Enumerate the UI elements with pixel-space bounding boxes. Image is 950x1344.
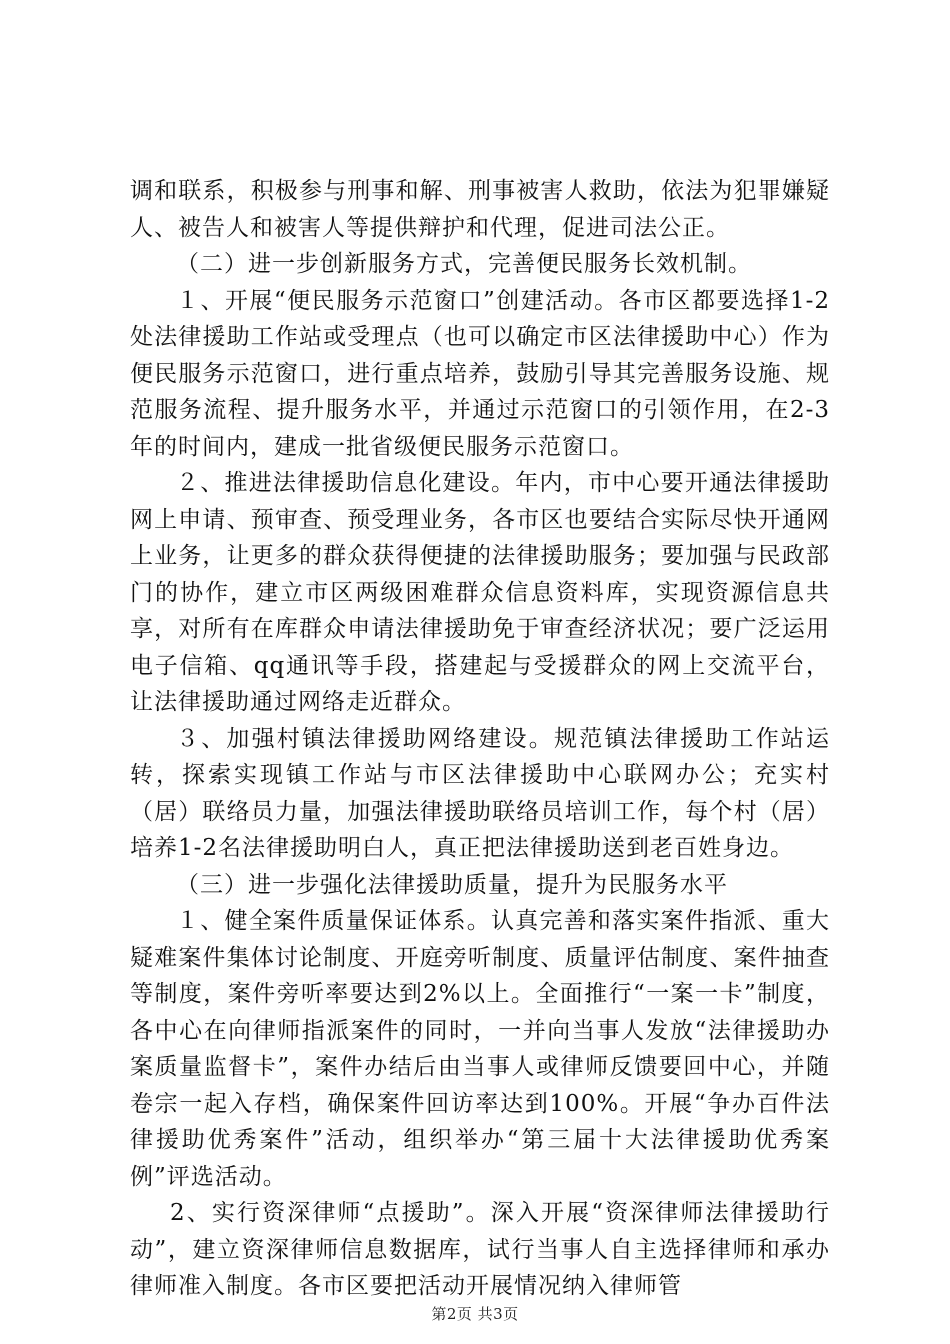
document-body [130,173,830,1305]
paragraph-item-3-1: １、健全案件质量保证体系。认真完善和落实案件指派、重大疑难案件集体讨论制度、开庭旁听制度、质量评估制度、案件抽查等制度，案件旁听率要达到2%以上。全面推行“一案一卡”制度，各中心在向律师指派案件的同时，一并向当事人发放“法律援助办案质量监督卡”，案件办结后由当事人或律师反馈要回中心，并随卷宗一起入存档，确保案件回访率达到100%。开展“争办百件法律援助优秀案件”活动，组织举办“第三届十大法律援助优秀案例”评选活动。 [130,908,830,1190]
paragraph-item-2-2: ２、推进法律援助信息化建设。年内，市中心要开通法律援助网上申请、预审查、预受理业务，各市区也要结合实际尽快开通网上业务，让更多的群众获得便捷的法律援助服务；要加强与民政部门的协作，建立市区两级困难群众信息资料库，实现资源信息共享，对所有在库群众申请法律援助免于审查经济状况；要广泛运用电子信箱、qq通讯等手段，搭建起与受援群众的网上交流平台，让法律援助通过网络走近群众。 [130,470,830,715]
paragraph-item-2-1: １、开展“便民服务示范窗口”创建活动。各市区都要选择1-2处法律援助工作站或受理点（也可以确定市区法律援助中心）作为便民服务示范窗口，进行重点培养，鼓励引导其完善服务设施、规范服务流程、提升服务水平，并通过示范窗口的引领作用，在2-3年的时间内，建成一批省级便民服务示范窗口。 [130,287,830,460]
section-heading-3: （三）进一步强化法律援助质量，提升为民服务水平 [176,871,728,898]
paragraph-item-3-2: 2、实行资深律师“点援助”。深入开展“资深律师法律援助行动”，建立资深律师信息数据库，试行当事人自主选择律师和承办律师准入制度。各市区要把活动开展情况纳入律师管 [130,1200,830,1299]
paragraph-continuation: 调和联系，积极参与刑事和解、刑事被害人救助，依法为犯罪嫌疑人、被告人和被害人等提供辩护和代理，促进司法公正。 [130,178,830,241]
page-number: 第2页 共3页 [431,1305,519,1323]
page-footer [0,1303,950,1324]
paragraph-item-2-3: ３、加强村镇法律援助网络建设。规范镇法律援助工作站运转，探索实现镇工作站与市区法律援助中心联网办公；充实村（居）联络员力量，加强法律援助联络员培训工作，每个村（居）培养1-2名法律援助明白人，真正把法律援助送到老百姓身边。 [130,725,830,861]
section-heading-2: （二）进一步创新服务方式，完善便民服务长效机制。 [176,251,752,277]
